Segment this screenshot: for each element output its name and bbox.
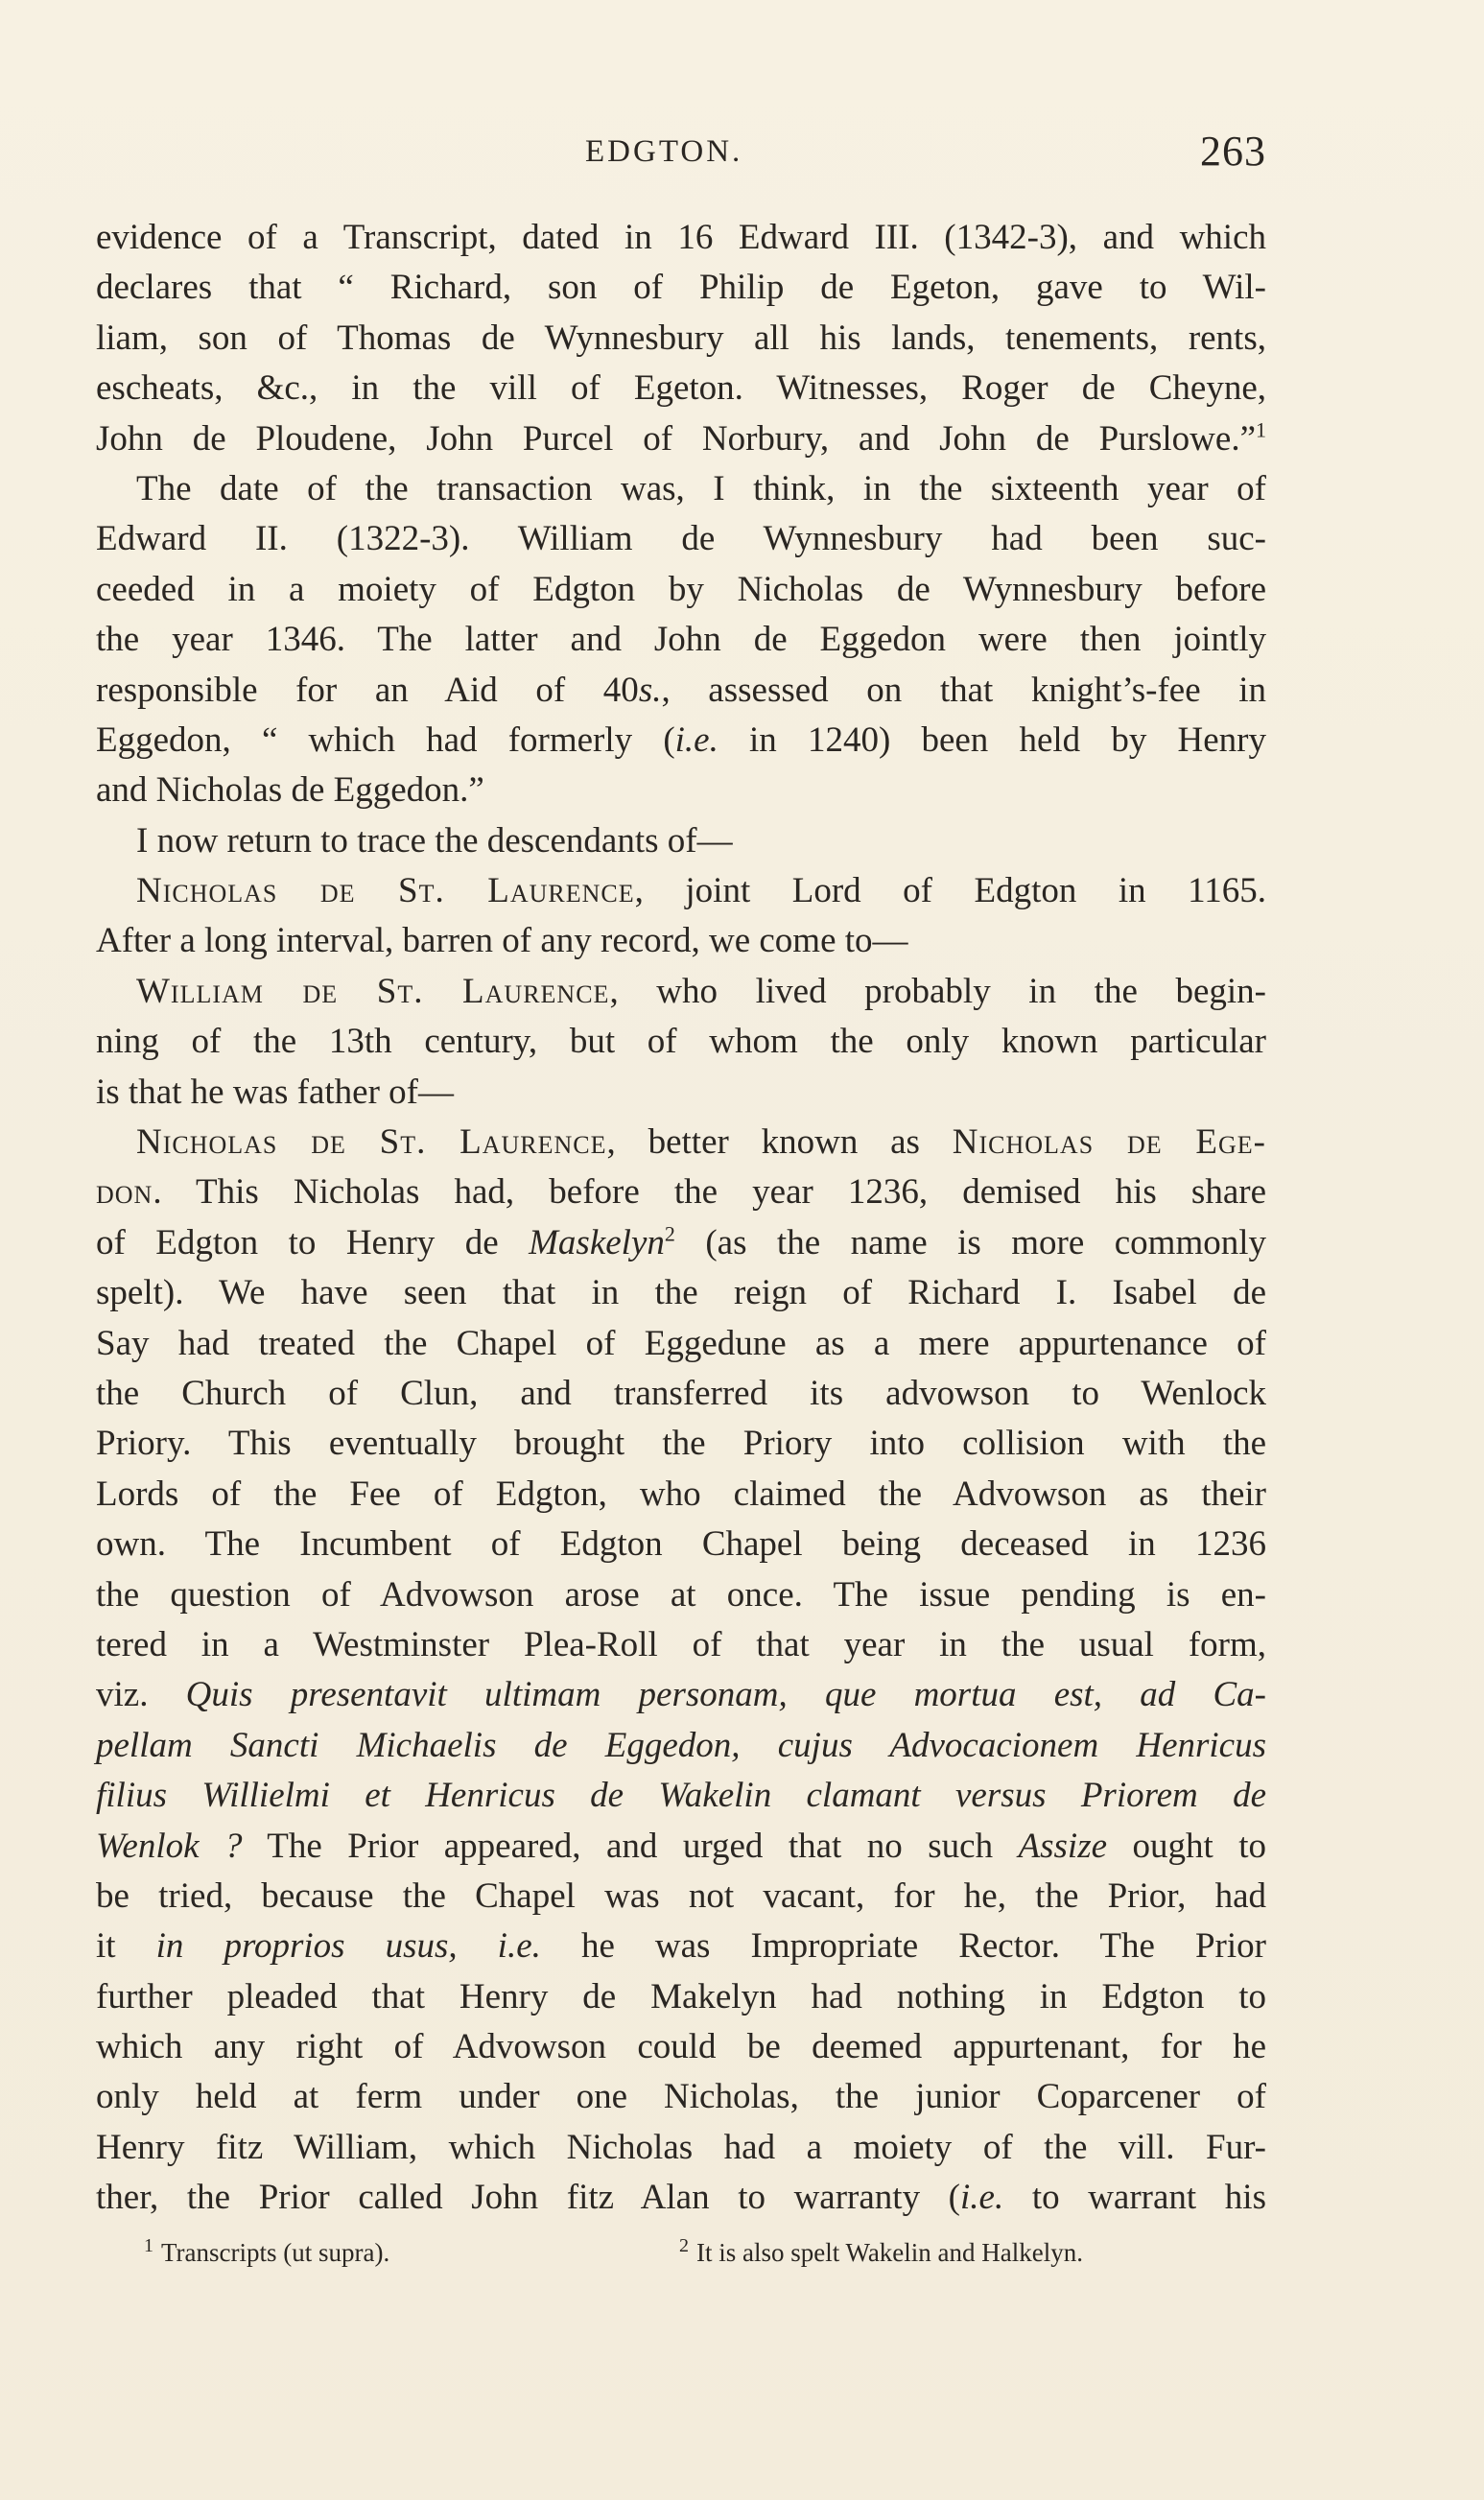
text-line: the question of Advowson arose at once. The issue pending is en-: [96, 1574, 1266, 1615]
footnote-1-mark: 1: [144, 2235, 153, 2256]
text-line: Nicholas de St. Laurence, better known as Nicholas de Ege-: [136, 1122, 1266, 1163]
text-line: and Nicholas de Eggedon.”: [96, 770, 484, 811]
text-line: the year 1346. The latter and John de Eggedon were then jointly: [96, 620, 1266, 660]
text-line: is that he was father of—: [96, 1072, 454, 1112]
text-line: escheats, &c., in the vill of Egeton. Witnesses, Roger de Cheyne,: [96, 368, 1266, 409]
text-line: ther, the Prior called John fitz Alan to warranty (i.e. to warrant his: [96, 2178, 1266, 2218]
footnote-2: [679, 2235, 1083, 2268]
text-line: of Edgton to Henry de Maskelyn$^2$ (as the name is more commonly: [96, 1221, 1266, 1262]
text-line: John de Ploudene, John Purcel of Norbury, and John de Purslowe.”$^1$: [96, 417, 1266, 459]
text-line: spelt). We have seen that in the reign of Richard I. Isabel de: [96, 1273, 1266, 1313]
text-line: After a long interval, barren of any record, we come to—: [96, 921, 908, 961]
text-line: declares that “ Richard, son of Philip de Egeton, gave to Wil-: [96, 268, 1266, 308]
text-line: filius Willielmi et Henricus de Wakelin clamant versus Priorem de: [96, 1776, 1266, 1816]
body-text: [96, 213, 1266, 2224]
text-line: William de St. Laurence, who lived probably in the begin-: [136, 971, 1266, 1011]
text-line: Eggedon, “ which had formerly (i.e. in 1240) been held by Henry: [96, 719, 1266, 760]
footnote-ref-2: 2: [664, 1221, 675, 1246]
text-line: don. This Nicholas had, before the year 1236, demised his share: [96, 1172, 1266, 1213]
text-line: Say had treated the Chapel of Eggedune as a mere appurtenance of: [96, 1323, 1266, 1363]
footnotes: [144, 2235, 1228, 2283]
text-line: evidence of a Transcript, dated in 16 Edward III. (1342-3), and which: [96, 218, 1266, 257]
text-line: Henry fitz William, which Nicholas had a moiety of the vill. Fur-: [96, 2127, 1266, 2167]
text-line: Wenlok ? The Prior appeared, and urged that no such Assize ought to: [96, 1826, 1266, 1866]
footnote-1-text: Transcripts (ut supra).: [161, 2238, 390, 2267]
text-line: viz. Quis presentavit ultimam personam, que mortua est, ad Ca-: [96, 1675, 1266, 1715]
text-line: ning of the 13th century, but of whom the only known particular: [96, 1022, 1266, 1062]
footnote-2-text: It is also spelt Wakelin and Halkelyn.: [696, 2238, 1083, 2267]
text-line: Priory. This eventually brought the Priory into collision with the: [96, 1424, 1266, 1464]
text-line: be tried, because the Chapel was not vacant, for he, the Prior, had: [96, 1875, 1266, 1916]
text-line: liam, son of Thomas de Wynnesbury all his lands, tenements, rents,: [96, 318, 1266, 358]
text-line: The date of the transaction was, I think, in the sixteenth year of: [136, 468, 1266, 508]
text-line: it in proprios usus, i.e. he was Impropriate Rector. The Prior: [96, 1926, 1266, 1967]
footnote-2-mark: 2: [679, 2235, 689, 2256]
footnote-ref-1: 1: [1256, 417, 1266, 442]
text-line: responsible for an Aid of 40s., assessed on that knight’s-fee in: [96, 670, 1266, 710]
text-line: Nicholas de St. Laurence, joint Lord of Edgton in 1165.: [136, 871, 1267, 911]
text-line: Lords of the Fee of Edgton, who claimed the Advowson as their: [96, 1474, 1266, 1514]
text-line: Edward II. (1322-3). William de Wynnesbury had been suc-: [96, 519, 1266, 559]
text-line: tered in a Westminster Plea-Roll of that year in the usual form,: [96, 1624, 1266, 1664]
running-title: EDGTON.: [585, 134, 743, 169]
text-line: ceeded in a moiety of Edgton by Nicholas de Wynnesbury before: [96, 569, 1266, 609]
text-line: own. The Incumbent of Edgton Chapel being deceased in 1236: [96, 1524, 1266, 1565]
page-number: 263: [1200, 128, 1266, 175]
text-line: only held at ferm under one Nicholas, the junior Coparcener of: [96, 2077, 1266, 2117]
text-line: further pleaded that Henry de Makelyn had nothing in Edgton to: [96, 1976, 1266, 2017]
running-head: [96, 127, 1266, 184]
text-line: which any right of Advowson could be deemed appurtenant, for he: [96, 2027, 1266, 2067]
text-line: pellam Sancti Michaelis de Eggedon, cujus Advocacionem Henricus: [96, 1725, 1266, 1765]
text-line: I now return to trace the descendants of—: [136, 820, 733, 861]
footnote-1: [144, 2235, 389, 2268]
text-line: the Church of Clun, and transferred its advowson to Wenlock: [96, 1373, 1266, 1413]
